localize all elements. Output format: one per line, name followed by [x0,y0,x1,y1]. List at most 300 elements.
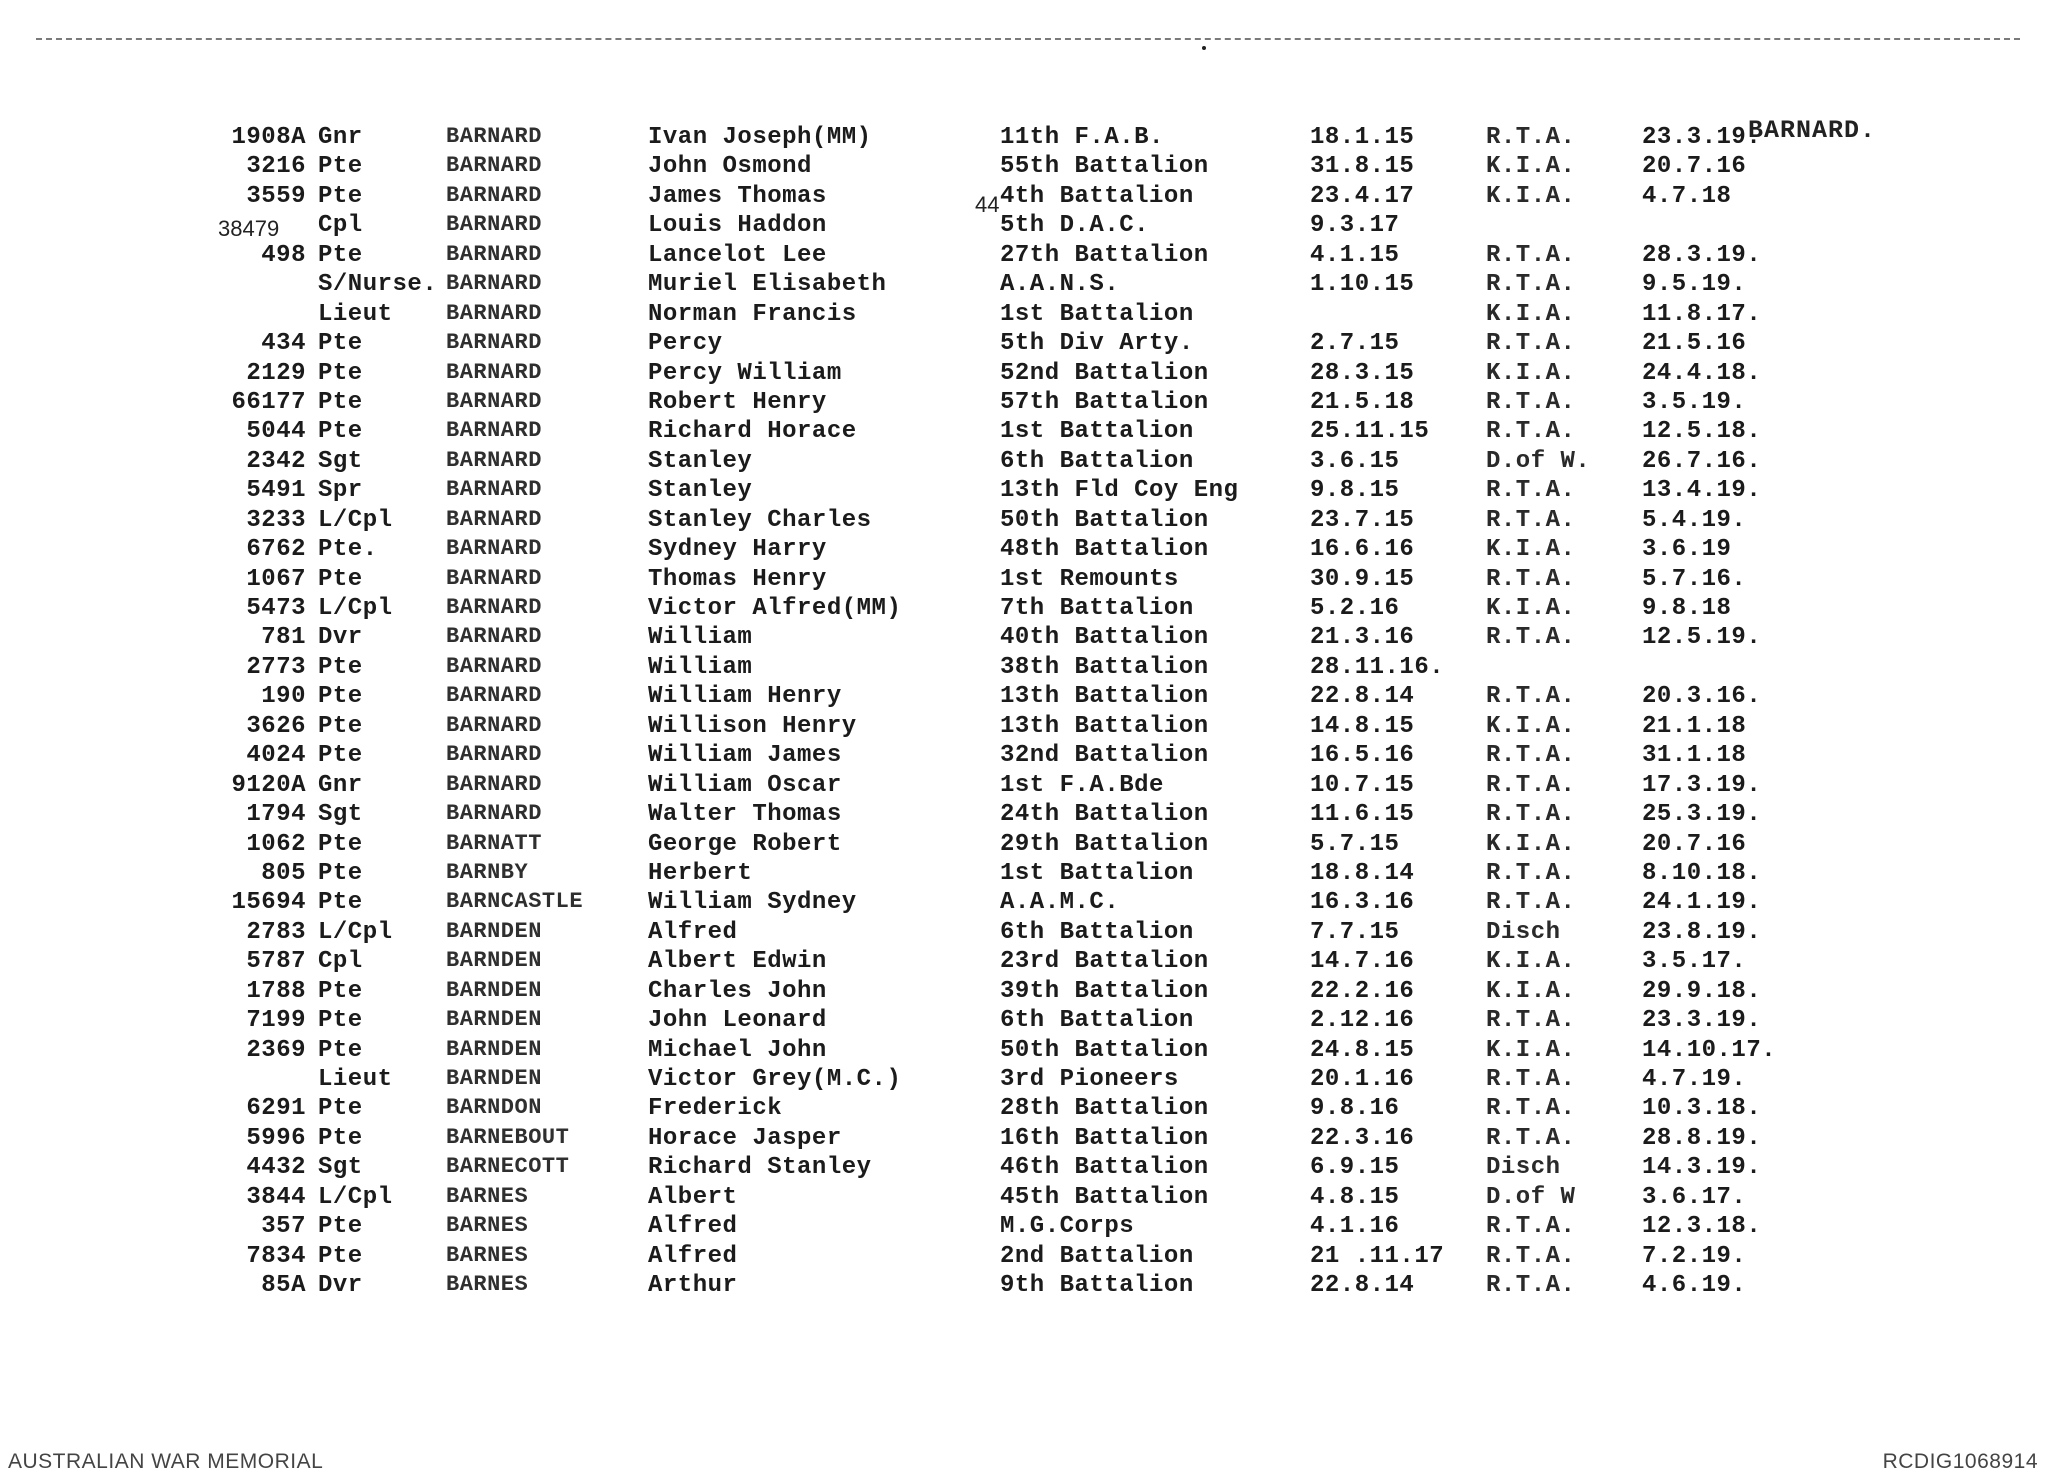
enlistment-date: 5.7.15 [1310,830,1400,858]
enlistment-date: 21 .11.17 [1310,1242,1445,1270]
enlistment-date: 1.10.15 [1310,271,1415,299]
given-names: Stanley [648,447,753,475]
fate: R.T.A. [1486,801,1576,829]
fate-date: 21.5.16 [1642,330,1747,358]
service-number: 6762 [246,536,306,564]
surname: BARNARD [446,742,542,768]
rank: Pte [318,182,363,210]
fate: D.of W. [1486,447,1591,475]
enlistment-date: 23.4.17 [1310,182,1415,210]
service-number: 15694 [231,889,306,917]
given-names: William Henry [648,683,842,711]
given-names: Horace Jasper [648,1124,842,1152]
unit: 50th Battalion [1000,506,1209,534]
enlistment-date: 21.5.18 [1310,388,1415,416]
unit: 13th Battalion [1000,683,1209,711]
surname: BARNARD [446,536,542,562]
enlistment-date: 3.6.15 [1310,447,1400,475]
given-names: Alfred [648,1242,738,1270]
fate: R.T.A. [1486,124,1576,151]
fate-date: 23.3.19. [1642,1007,1762,1035]
given-names: John Leonard [648,1007,827,1035]
unit: 1st Remounts [1000,565,1179,593]
rank: L/Cpl [318,918,393,946]
enlistment-date: 28.3.15 [1310,359,1415,387]
fate: R.T.A. [1486,742,1576,770]
service-number: 7834 [246,1242,306,1270]
footer-institution: AUSTRALIAN WAR MEMORIAL [8,1450,324,1473]
enlistment-date: 9.8.15 [1310,477,1400,505]
fate: K.I.A. [1486,948,1576,976]
given-names: William [648,653,753,681]
unit: M.G.Corps [1000,1213,1135,1241]
fate-date: 12.3.18. [1642,1213,1762,1241]
fate-date: 23.3.19. [1642,124,1762,151]
enlistment-date: 5.2.16 [1310,595,1400,622]
rank: Sgt [318,801,363,829]
fate-date: 24.4.18. [1642,359,1762,387]
list-item [0,1154,2048,1183]
surname: BARNARD [446,124,542,149]
enlistment-date: 11.6.15 [1310,801,1415,829]
fate-date: 3.5.17. [1642,948,1747,976]
unit: 1st F.A.Bde [1000,771,1164,799]
fate-date: 8.10.18. [1642,859,1762,887]
surname: BARNARD [446,212,542,238]
surname: BARNARD [446,624,542,650]
fate-date: 31.1.18 [1642,742,1747,770]
given-names: Herbert [648,859,753,887]
list-item [0,713,2048,742]
unit: 7th Battalion [1000,595,1194,622]
unit: A.A.N.S. [1000,271,1120,299]
list-item [0,536,2048,565]
fate-date: 28.3.19. [1642,241,1762,269]
surname: BARNARD [446,418,542,444]
rank: Pte [318,683,363,711]
enlistment-date: 16.6.16 [1310,536,1415,564]
list-item [0,772,2048,801]
rank: Pte [318,418,363,446]
fate-date: 4.7.19. [1642,1066,1747,1093]
fate: R.T.A. [1486,771,1576,799]
list-item [0,124,2048,153]
unit: 27th Battalion [1000,241,1209,269]
list-item [0,831,2048,860]
service-number: 66177 [231,388,306,416]
list-item [0,978,2048,1007]
service-number: 3216 [246,153,306,181]
list-item [0,212,2048,241]
fate: R.T.A. [1486,506,1576,534]
rank: Pte [318,1213,363,1241]
service-number: 1067 [246,565,306,593]
surname: BARNARD [446,506,542,532]
fate-date: 29.9.18. [1642,977,1762,1005]
surname: BARNARD [446,300,542,326]
fate-date: 7.2.19. [1642,1242,1747,1270]
service-number: 805 [261,859,306,887]
unit: 29th Battalion [1000,830,1209,858]
surname: BARNDEN [446,948,542,974]
service-number: 85A [261,1272,306,1300]
rank: Pte [318,1124,363,1152]
surname: BARNDEN [446,977,542,1003]
given-names: Norman Francis [648,300,857,328]
service-number: 6291 [246,1095,306,1123]
surname: BARNARD [446,330,542,356]
fate: R.T.A. [1486,683,1576,711]
service-number: 2129 [246,359,306,387]
rank: Gnr [318,124,363,151]
unit: 3rd Pioneers [1000,1066,1179,1093]
fate: K.I.A. [1486,359,1576,387]
enlistment-date: 6.9.15 [1310,1154,1400,1182]
given-names: John Osmond [648,153,812,181]
given-names: Stanley [648,477,753,505]
given-names: Michael John [648,1036,827,1064]
unit: 11th F.A.B. [1000,124,1164,151]
given-names: Muriel Elisabeth [648,271,887,299]
service-number: 3844 [246,1183,306,1211]
fate-date: 11.8.17. [1642,300,1762,328]
fate: K.I.A. [1486,977,1576,1005]
list-item [0,389,2048,418]
service-number: 7199 [246,1007,306,1035]
enlistment-date: 4.1.15 [1310,241,1400,269]
given-names: Robert Henry [648,388,827,416]
enlistment-date: 25.11.15 [1310,418,1430,446]
fate: R.T.A. [1486,1095,1576,1123]
list-item [0,1272,2048,1301]
page-heading-surname: BARNARD. [1748,116,1877,145]
surname: BARNARD [446,477,542,503]
fate: R.T.A. [1486,624,1576,652]
enlistment-date: 24.8.15 [1310,1036,1415,1064]
given-names: Richard Horace [648,418,857,446]
unit: 6th Battalion [1000,1007,1194,1035]
fate: K.I.A. [1486,182,1576,210]
footer-document-id: RCDIG1068914 [1882,1450,2038,1473]
fate: R.T.A. [1486,889,1576,917]
fate-date: 14.10.17. [1642,1036,1777,1064]
rank: Pte [318,565,363,593]
rank: S/Nurse. [318,271,438,299]
surname: BARNEBOUT [446,1124,570,1150]
service-number: 2773 [246,653,306,681]
unit: 52nd Battalion [1000,359,1209,387]
unit: 32nd Battalion [1000,742,1209,770]
rank: Pte [318,241,363,269]
fate-date: 12.5.19. [1642,624,1762,652]
unit: 6th Battalion [1000,918,1194,946]
fate: R.T.A. [1486,1242,1576,1270]
fate: R.T.A. [1486,388,1576,416]
rank: Sgt [318,447,363,475]
surname: BARNES [446,1242,529,1268]
surname: BARNECOTT [446,1154,570,1180]
given-names: Victor Alfred(MM) [648,595,902,622]
service-number: 1908A [231,124,306,151]
surname: BARNARD [446,653,542,679]
fate-date: 28.8.19. [1642,1124,1762,1152]
fate: Disch [1486,1154,1561,1182]
unit: 1st Battalion [1000,418,1194,446]
given-names: Willison Henry [648,712,857,740]
fate: R.T.A. [1486,418,1576,446]
top-dashed-rule [36,38,2020,40]
list-item [0,566,2048,595]
unit: 45th Battalion [1000,1183,1209,1211]
fate-date: 21.1.18 [1642,712,1747,740]
enlistment-date: 7.7.15 [1310,918,1400,946]
surname: BARNDEN [446,1066,542,1091]
service-number: 5996 [246,1124,306,1152]
list-item [0,801,2048,830]
given-names: Albert Edwin [648,948,827,976]
fate-date: 17.3.19. [1642,771,1762,799]
given-names: William Sydney [648,889,857,917]
list-item [0,1213,2048,1242]
fate-date: 23.8.19. [1642,918,1762,946]
enlistment-date: 4.8.15 [1310,1183,1400,1211]
surname: BARNARD [446,565,542,591]
rank: Cpl [318,948,363,976]
fate-date: 5.7.16. [1642,565,1747,593]
list-item [0,1037,2048,1066]
enlistment-date: 23.7.15 [1310,506,1415,534]
surname: BARNARD [446,359,542,385]
service-number: 9120A [231,771,306,799]
rank: Pte [318,1036,363,1064]
given-names: Percy [648,330,723,358]
fate-date: 26.7.16. [1642,447,1762,475]
service-number: 4432 [246,1154,306,1182]
unit: 24th Battalion [1000,801,1209,829]
fate: R.T.A. [1486,1124,1576,1152]
rank: Pte [318,889,363,917]
service-number: 4024 [246,742,306,770]
fate-date: 3.6.17. [1642,1183,1747,1211]
unit: 13th Fld Coy Eng [1000,477,1239,505]
service-number: 2342 [246,447,306,475]
unit: 46th Battalion [1000,1154,1209,1182]
list-item [0,1007,2048,1036]
enlistment-date: 10.7.15 [1310,771,1415,799]
surname: BARNARD [446,271,542,297]
rank: Lieut [318,300,393,328]
list-item [0,418,2048,447]
enlistment-date: 21.3.16 [1310,624,1415,652]
unit: 50th Battalion [1000,1036,1209,1064]
fate: K.I.A. [1486,153,1576,181]
fate-date: 10.3.18. [1642,1095,1762,1123]
handwritten-service-number: 38479 [218,216,280,241]
unit: 1st Battalion [1000,300,1194,328]
fate-date: 25.3.19. [1642,801,1762,829]
surname: BARNARD [446,595,542,620]
list-item [0,742,2048,771]
service-number: 1788 [246,977,306,1005]
enlistment-date: 16.3.16 [1310,889,1415,917]
service-number: 3233 [246,506,306,534]
service-number: 5787 [246,948,306,976]
enlistment-date: 22.2.16 [1310,977,1415,1005]
rank: Pte. [318,536,378,564]
unit: 55th Battalion [1000,153,1209,181]
fate: R.T.A. [1486,565,1576,593]
enlistment-date: 2.12.16 [1310,1007,1415,1035]
rank: Pte [318,742,363,770]
list-item [0,919,2048,948]
unit: 5th D.A.C. [1000,212,1150,240]
service-number: 2783 [246,918,306,946]
enlistment-date: 9.3.17 [1310,212,1400,240]
unit: A.A.M.C. [1000,889,1120,917]
unit: 57th Battalion [1000,388,1209,416]
given-names: Ivan Joseph(MM) [648,124,872,151]
enlistment-date: 30.9.15 [1310,565,1415,593]
fate: R.T.A. [1486,330,1576,358]
enlistment-date: 2.7.15 [1310,330,1400,358]
given-names: Thomas Henry [648,565,827,593]
rank: Pte [318,359,363,387]
surname: BARNATT [446,830,542,856]
given-names: William James [648,742,842,770]
enlistment-date: 14.8.15 [1310,712,1415,740]
given-names: Percy William [648,359,842,387]
fate: K.I.A. [1486,830,1576,858]
surname: BARNDEN [446,1007,542,1033]
list-item [0,1125,2048,1154]
fate-date: 13.4.19. [1642,477,1762,505]
list-item [0,1095,2048,1124]
service-number: 357 [261,1213,306,1241]
given-names: Alfred [648,1213,738,1241]
rank: Pte [318,153,363,181]
service-number: 5491 [246,477,306,505]
rank: Pte [318,1095,363,1123]
rank: Pte [318,388,363,416]
surname: BARNARD [446,182,542,208]
rank: Dvr [318,1272,363,1300]
rank: Pte [318,859,363,887]
given-names: Lancelot Lee [648,241,827,269]
fate: R.T.A. [1486,1213,1576,1241]
enlistment-date: 4.1.16 [1310,1213,1400,1241]
surname: BARNBY [446,859,529,885]
fate: R.T.A. [1486,477,1576,505]
rank: Pte [318,653,363,681]
list-item [0,889,2048,918]
fate-date: 9.5.19. [1642,271,1747,299]
enlistment-date: 20.1.16 [1310,1066,1415,1093]
list-item [0,624,2048,653]
surname: BARNDON [446,1095,542,1121]
fate: R.T.A. [1486,1066,1576,1093]
surname: BARNARD [446,771,542,797]
list-item [0,683,2048,712]
rank: Pte [318,830,363,858]
service-number: 498 [261,241,306,269]
service-number: 434 [261,330,306,358]
fate-date: 20.7.16 [1642,830,1747,858]
list-item [0,595,2048,624]
surname: BARNES [446,1183,529,1209]
list-item [0,1066,2048,1095]
list-item [0,360,2048,389]
enlistment-date: 22.8.14 [1310,1272,1415,1300]
unit: 9th Battalion [1000,1272,1194,1300]
surname: BARNARD [446,683,542,709]
given-names: Sydney Harry [648,536,827,564]
rank: Pte [318,1007,363,1035]
service-number: 5473 [246,595,306,622]
list-item [0,330,2048,359]
rank: Sgt [318,1154,363,1182]
unit: 2nd Battalion [1000,1242,1194,1270]
fate-date: 3.6.19 [1642,536,1732,564]
given-names: George Robert [648,830,842,858]
service-number: 3559 [246,182,306,210]
rank: Lieut [318,1066,393,1093]
handwritten-unit-number: 44 [975,192,1000,217]
surname: BARNCASTLE [446,889,584,915]
fate: K.I.A. [1486,712,1576,740]
list-item [0,948,2048,977]
enlistment-date: 28.11.16. [1310,653,1445,681]
unit: 16th Battalion [1000,1124,1209,1152]
service-number: 781 [261,624,306,652]
fate-date: 14.3.19. [1642,1154,1762,1182]
enlistment-date: 18.8.14 [1310,859,1415,887]
fate-date: 4.6.19. [1642,1272,1747,1300]
fate-date: 12.5.18. [1642,418,1762,446]
fate: R.T.A. [1486,271,1576,299]
fate-date: 24.1.19. [1642,889,1762,917]
fate: R.T.A. [1486,241,1576,269]
given-names: James Thomas [648,182,827,210]
given-names: William Oscar [648,771,842,799]
fate: R.T.A. [1486,1272,1576,1300]
list-item [0,242,2048,271]
enlistment-date: 22.8.14 [1310,683,1415,711]
given-names: Albert [648,1183,738,1211]
given-names: Arthur [648,1272,738,1300]
service-number: 5044 [246,418,306,446]
fate: K.I.A. [1486,536,1576,564]
unit: 4th Battalion [1000,182,1194,210]
list-item [0,448,2048,477]
fate-date: 20.7.16 [1642,153,1747,181]
ink-mark [1202,46,1206,50]
surname: BARNARD [446,712,542,738]
service-number: 1062 [246,830,306,858]
rank: Pte [318,1242,363,1270]
service-number: 2369 [246,1036,306,1064]
rank: Pte [318,330,363,358]
enlistment-date: 9.8.16 [1310,1095,1400,1123]
given-names: Charles John [648,977,827,1005]
list-item [0,1243,2048,1272]
list-item [0,477,2048,506]
nominal-roll-list [0,124,2048,1302]
surname: BARNES [446,1213,529,1239]
unit: 6th Battalion [1000,447,1194,475]
surname: BARNDEN [446,1036,542,1062]
fate: K.I.A. [1486,300,1576,328]
given-names: Richard Stanley [648,1154,872,1182]
